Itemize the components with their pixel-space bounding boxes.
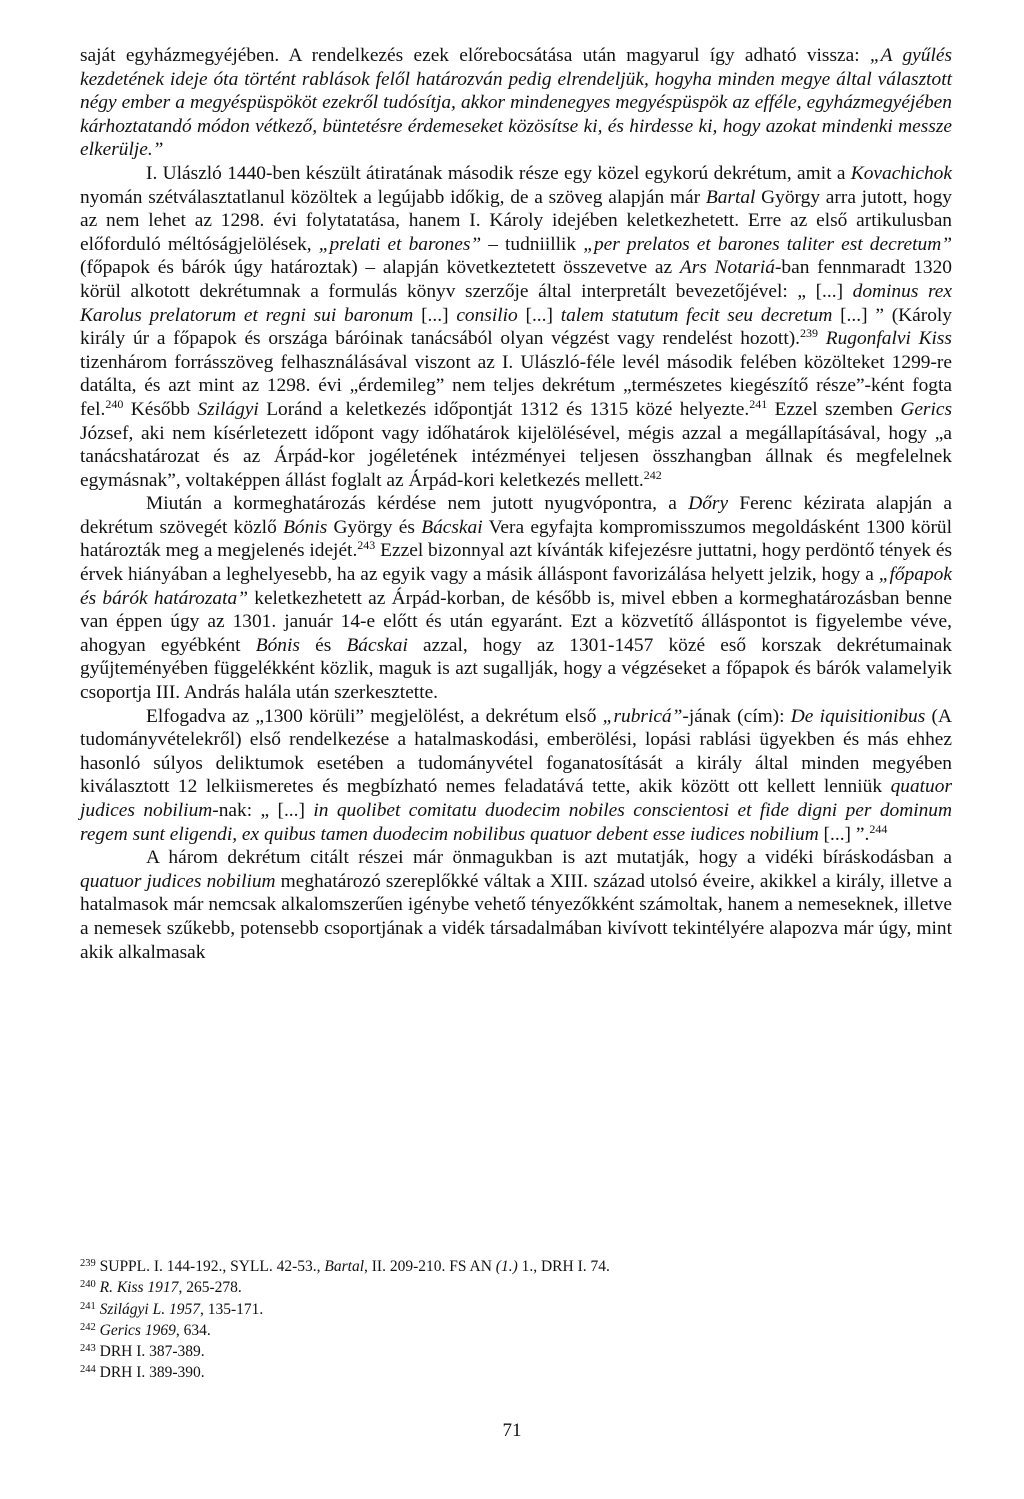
italic-quote: „A gyűlés kezdetének ideje óta történt rablások felől határozván pedig elrendeljük, hogyha minden megye által választott négy ember a megyéspüspököt ezekről tudósítja, akkor mindenegyes megyéspüspök az efféle, egyházmegyéjében kárhoztatandó módon vétkező, büntetésre érdemeseket közösítse ki, és hirdesse ki, hogy azokat mindenki messze elkerülje.” <box>80 45 952 161</box>
text-run: I. Ulászló 1440-ben készült átiratának második része egy közel egykorú dekrétum, amit a <box>146 162 851 184</box>
text-run: , 135-171. <box>199 1300 264 1318</box>
paragraph-3 <box>80 492 952 704</box>
footnote-number: 242 <box>80 1321 96 1333</box>
text-run: -nak: „ [...] <box>212 800 314 821</box>
text-run: [...] ” (Károly király úr a főpapok és országa báróinak tanácsából olyan végzést vagy rendelést hozott). <box>80 304 952 350</box>
footnote <box>80 1341 680 1362</box>
italic-term: De iquisitionibus <box>790 705 926 727</box>
italic-name: Dőry <box>688 493 729 515</box>
text-run: Ferenc kézirata alapján a dekrétum szövegét közlő <box>80 493 953 538</box>
footnote <box>80 1256 680 1277</box>
footnotes <box>80 1256 680 1384</box>
italic-quote: „per prelatos et barones taliter est decretum” <box>583 233 952 255</box>
italic-name: Rugonfalvi Kiss <box>825 328 952 350</box>
italic-quote: dominus rex Karolus prelatorum et regni sui baronum <box>80 280 953 326</box>
footnote-number: 239 <box>80 1258 96 1269</box>
paragraph-2 <box>80 162 952 492</box>
text-run: Loránd a keletkezés időpontját 1312 és 1315 közé helyezte. <box>258 398 750 420</box>
italic-name: Szilágyi <box>197 398 259 420</box>
text-run: és <box>299 634 347 656</box>
text-run: [...] <box>413 304 457 326</box>
text-run: azzal, hogy az 1301-1457 közé eső korszak dekrétumainak gyűjteményében függelékként közlik, maguk is azt sugallják, hogy a végzéseket a főpapok és bárók valamelyik csoportja III. András halála után szerkesztette. <box>80 634 952 704</box>
text-run <box>818 328 826 349</box>
footnote-number: 241 <box>80 1300 96 1312</box>
text-run: SUPPL. I. 144-192., SYLL. 42-53., <box>95 1258 325 1275</box>
text-run: , 265-278. <box>178 1279 242 1297</box>
footnote-number: 244 <box>80 1364 96 1376</box>
footnote-ref: 241 <box>749 396 768 411</box>
text-run: -ban fennmaradt 1320 körül alkotott dekrétumnak a formulás könyv szerzője által interpretált bevezetőjével: „ [...] <box>80 257 952 302</box>
footnote <box>80 1362 680 1383</box>
text-run: – tudniillik <box>481 233 584 255</box>
text-run: Ezzel bizonnyal azt kívánták kifejezésre juttatni, hogy perdöntő tények és érvek hiányában a leghelyesebb, ha az egyik vagy a másik álláspont favorizálása helyett jelzik, hogy a <box>80 540 953 586</box>
text-run: , II. 209-210. FS AN <box>364 1258 496 1275</box>
italic-name: Bartal <box>705 186 756 208</box>
footnote-ref: 243 <box>357 538 376 553</box>
text-run: saját egyházmegyéjében. A rendelkezés ezek előrebocsátása után magyarul így adható vissza: <box>80 45 870 66</box>
italic-name: Bónis <box>283 516 328 538</box>
footnote-ref: 239 <box>800 326 819 341</box>
text-run: Miután a kormeghatározás kérdése nem jutott nyugvópontra, a <box>146 493 689 515</box>
text-run: -jának (cím): <box>682 705 791 727</box>
text-run: DRH I. 389-390. <box>95 1364 205 1382</box>
text-run: meghatározó szereplőkké váltak a XIII. század utolsó éveire, akikkel a király, illetve a hatalmasok már nemcsak alkalomszerűen igénybe vehető tényezőkként számoltak, hanem a nemeseknek, illetve a nemesek szűkebb, potensebb csoportjának a vidék társadalmában kivívott tekintélyére alapozva már úgy, mint akik alkalmasak <box>80 870 952 963</box>
italic-name: Bácskai <box>346 634 408 656</box>
text-run: keletkezhetett az Árpád-korban, de később is, mivel ebben a kormeghatározásban benne van éppen úgy az 1301. január 14-e előtt és után egyaránt. Ezt a közvetítő álláspontot is figyelembe véve, ahogyan egyébként <box>80 587 952 656</box>
text-run: (főpapok és bárók úgy határoztak) – alapján következtetett összevetve az <box>80 257 680 279</box>
footnote-ref: 244 <box>869 821 888 836</box>
text-run: (A tudományvételekről) első rendelkezése a hatalmaskodási, emberölési, lopási rablási ügyekben és más ehhez hasonló súlyos deliktumok esetében a tudományvétel foganatosítását a király által minden megyében kiválasztott 12 lelkiismeretes és megbízható nemes feladatává tette, akik között ott kellett lenniük <box>80 705 952 798</box>
italic-term: quatuor judices nobilium <box>80 776 952 821</box>
italic-quote: „főpapok és bárók határozata” <box>80 564 952 609</box>
italic-ref: Bartal <box>324 1258 365 1275</box>
italic-ref: (1.) <box>495 1258 518 1275</box>
italic-quote: consilio <box>456 304 518 326</box>
text-run: 1., DRH I. 74. <box>517 1258 610 1275</box>
text-run: [...] <box>517 304 561 326</box>
italic-ref: R. Kiss 1917 <box>99 1279 179 1297</box>
footnote-ref: 242 <box>643 467 662 482</box>
body-text <box>80 44 952 964</box>
footnote <box>80 1320 680 1341</box>
italic-ref: Szilágyi L. 1957 <box>99 1300 200 1318</box>
italic-name: Kovachichok <box>850 162 952 184</box>
text-run: György és <box>327 516 422 538</box>
italic-quote: talem statutum fecit seu decretum <box>560 304 833 326</box>
text-run: DRH I. 387-389. <box>95 1343 205 1361</box>
text-run: György arra jutott, hogy az nem lehet az 1298. évi folytatatása, hanem I. Károly idejében keletkezhetett. Erre az első artikulusban előforduló méltóságjelölések, <box>80 186 952 255</box>
italic-name: Gerics <box>900 398 953 420</box>
italic-name: Bónis <box>255 634 300 656</box>
text-run: Elfogadva az „1300 körüli” megjelölést, a dekrétum első <box>146 705 603 727</box>
italic-term: quatuor judices nobilium <box>80 870 276 892</box>
text-run: [...] ”. <box>818 823 870 845</box>
italic-ref: Gerics 1969 <box>99 1321 176 1339</box>
italic-term: „rubricá” <box>602 705 683 727</box>
paragraph-4 <box>80 705 952 847</box>
text-run: nyomán szétválasztatlanul közöltek a legújabb időkig, de a szöveg alapján már <box>80 186 706 208</box>
paragraph-5 <box>80 846 952 964</box>
text-run: Később <box>123 398 198 420</box>
text-run: , 634. <box>175 1321 211 1339</box>
footnote-number: 240 <box>80 1279 96 1291</box>
text-run: A három dekrétum citált részei már önmagukban is azt mutatják, hogy a vidéki bíráskodásban a <box>146 847 952 869</box>
footnote-ref: 240 <box>105 396 124 411</box>
text-run: József, aki nem kísérletezett időpont vagy időhatárok kijelölésével, mégis azzal a megállapításával, hogy „a tanácshatározat és az Árpád-kor jogéletének intézményei teljesen összhangban állnak és megfelelnek egymásnak”, voltaképpen állást foglalt az Árpád-kori keletkezés mellett. <box>80 422 952 491</box>
footnote <box>80 1299 680 1320</box>
paragraph-1 <box>80 44 952 162</box>
text-run: tizenhárom forrásszöveg felhasználásával viszont az I. Ulászló-féle levél második felében közölteket 1299-re datálta, és azt mint az 1298. évi „érdemileg” nem teljes dekrétum „természetes kiegészítő része”-ként fogta fel. <box>80 351 952 420</box>
italic-quote: „prelati et barones” <box>318 233 482 255</box>
italic-quote: in quolibet comitatu duodecim nobiles conscientosi et fide digni per dominum regem sunt eligendi, ex quibus tamen duodecim nobilibus quatuor debent esse iudices nobilium <box>80 800 952 845</box>
footnote <box>80 1277 680 1298</box>
text-run: Ezzel szemben <box>767 398 901 420</box>
italic-name: Bácskai <box>421 516 483 538</box>
italic-name: Ars Notariá <box>679 257 775 279</box>
text-run: Vera egyfajta kompromisszumos megoldásként 1300 körül határozták meg a megjelenés idejét. <box>80 516 952 562</box>
page-number: 71 <box>502 1420 522 1441</box>
footnote-number: 243 <box>80 1343 96 1355</box>
